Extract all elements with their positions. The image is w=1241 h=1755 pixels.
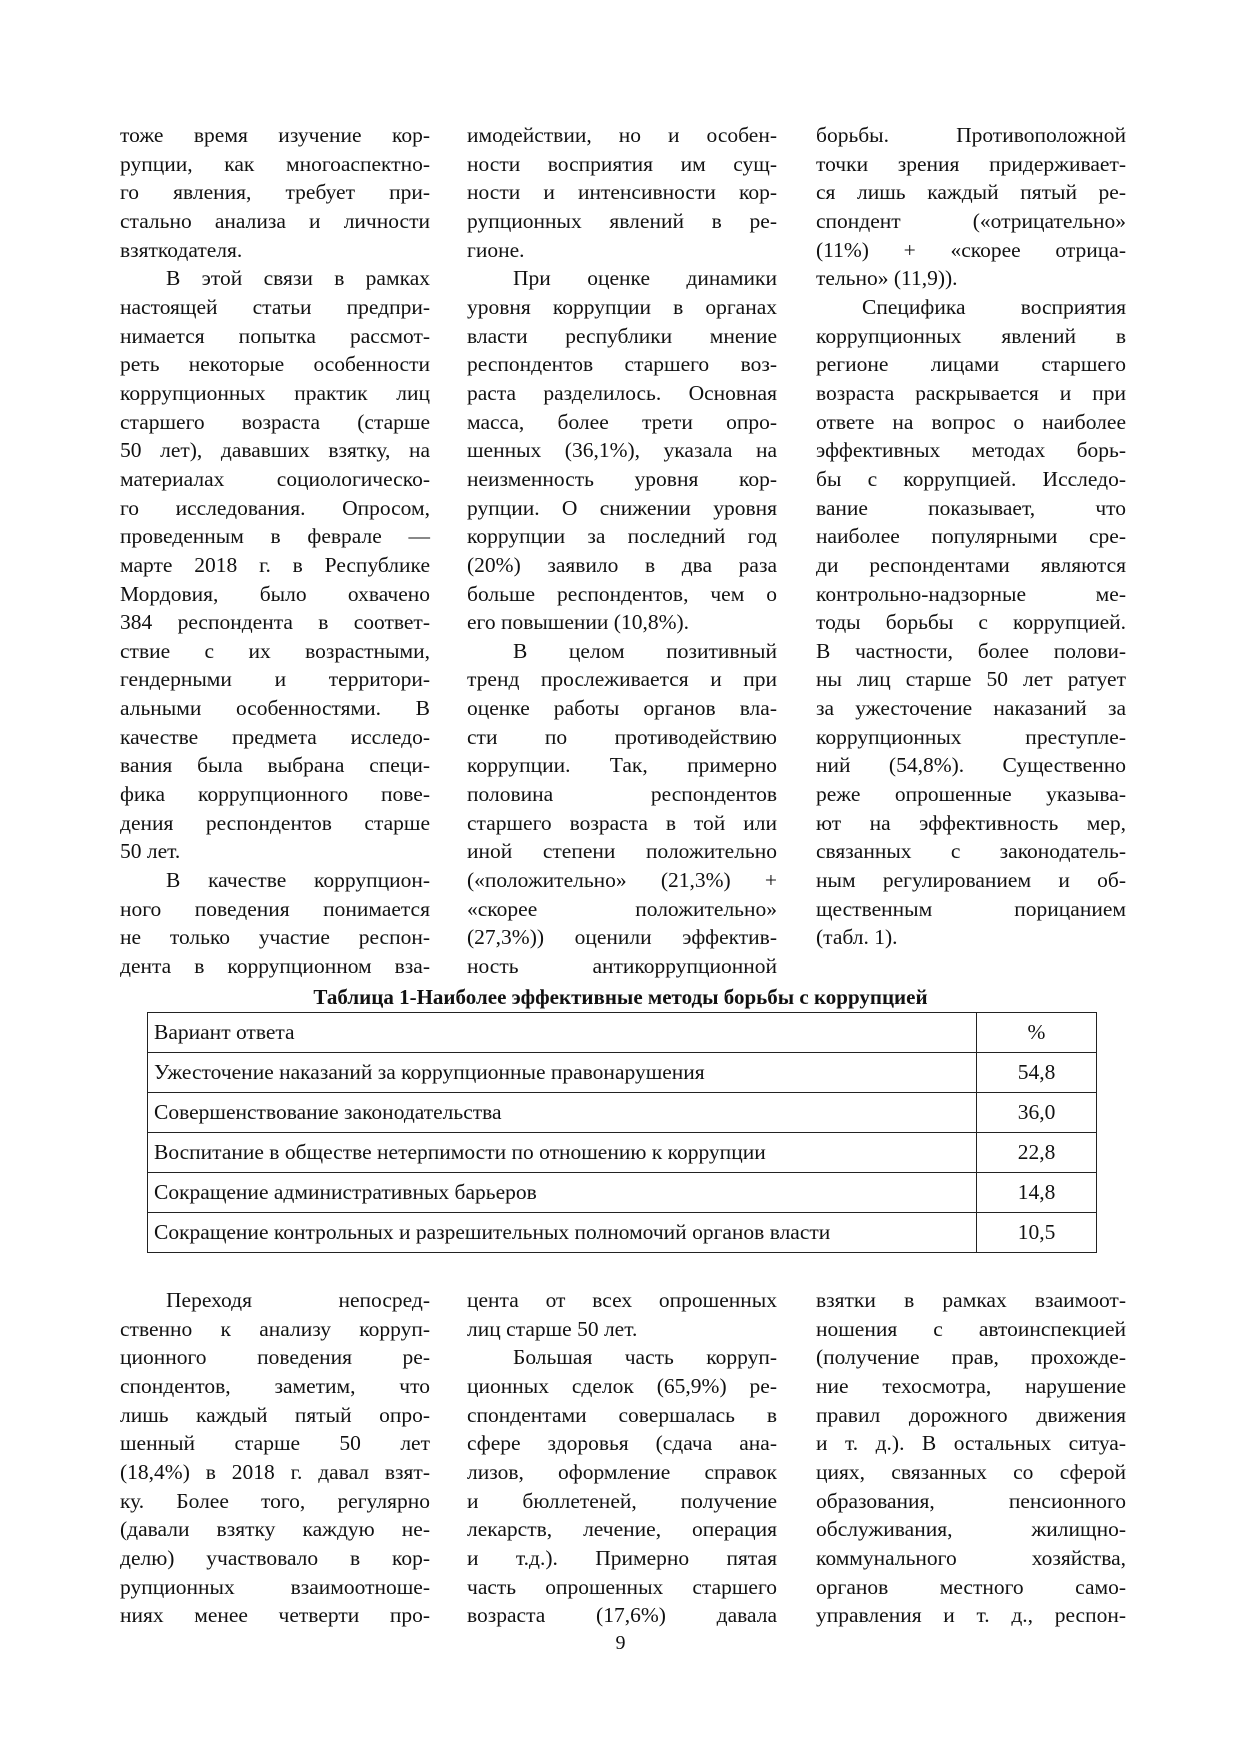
text-line: марте 2018 г. в Республике xyxy=(120,552,430,577)
text-line: ности восприятия им сущ- xyxy=(467,151,777,176)
text-line: спондентов, заметим, что xyxy=(120,1373,430,1398)
text-line: (20%) заявило в два раза xyxy=(467,552,777,577)
text-line: ность антикоррупционной xyxy=(467,954,777,979)
text-line: коррупции. Так, примерно xyxy=(467,753,777,778)
text-line: го исследования. Опросом, xyxy=(120,495,430,520)
text-line: за ужесточение наказаний за xyxy=(816,696,1126,721)
text-line: возраста раскрывается и при xyxy=(816,380,1126,405)
text-line: половина респондентов xyxy=(467,782,777,807)
text-line: («положительно» (21,3%) + xyxy=(467,868,777,893)
text-line: образования, пенсионного xyxy=(816,1488,1126,1513)
text-line: проведенным в феврале — xyxy=(120,524,430,549)
text-line: делю) участвовало в кор- xyxy=(120,1545,430,1570)
text-line: цента от всех опрошенных xyxy=(467,1288,777,1312)
text-line: Специфика восприятия xyxy=(862,294,1126,319)
text-line: В этой связи в рамках xyxy=(166,266,430,291)
text-line: неизменность уровня кор- xyxy=(467,466,777,491)
text-line: рупции, как многоаспектно- xyxy=(120,151,430,176)
answer-cell: Совершенствование законодательства xyxy=(148,1093,977,1133)
text-line: рупционных взаимоотноше- xyxy=(120,1574,430,1599)
text-line: ношения с автоинспекцией xyxy=(816,1316,1126,1341)
answer-cell: Ужесточение наказаний за коррупционные правонарушения xyxy=(148,1053,977,1093)
text-line: уровня коррупции в органах xyxy=(467,294,777,319)
text-line: сти по противодействию xyxy=(467,724,777,749)
text-line: (11%) + «скорее отрица- xyxy=(816,237,1126,262)
text-line: органов местного само- xyxy=(816,1574,1126,1599)
text-line: 50 лет. xyxy=(120,839,181,864)
text-line: ся лишь каждый пятый ре- xyxy=(816,180,1126,205)
text-line: борьбы. Противоположной xyxy=(816,123,1126,147)
table-row xyxy=(148,1173,1097,1213)
text-line: часть опрошенных старшего xyxy=(467,1574,777,1599)
text-line: (18,4%) в 2018 г. давал взят- xyxy=(120,1459,430,1484)
text-line: При оценке динамики xyxy=(513,266,777,291)
table-row xyxy=(148,1213,1097,1253)
text-line: коррупции за последний год xyxy=(467,524,777,549)
text-line: иной степени положительно xyxy=(467,839,777,864)
paragraph xyxy=(467,121,777,264)
text-line: В частности, более полови- xyxy=(816,638,1126,663)
text-line: бы с коррупцией. Исследо- xyxy=(816,466,1126,491)
text-line: настоящей статьи предпри- xyxy=(120,294,430,319)
text-line: (табл. 1). xyxy=(816,925,898,950)
text-line: ний (54,8%). Существенно xyxy=(816,753,1126,778)
text-line: и т.д.). Примерно пятая xyxy=(467,1545,777,1570)
paragraph xyxy=(467,637,777,981)
text-line: шенный старше 50 лет xyxy=(120,1431,430,1456)
text-line: стально анализа и личности xyxy=(120,208,430,233)
bottom-column-1 xyxy=(120,1286,430,1630)
text-line: альными особенностями. В xyxy=(120,696,430,721)
text-line: ют на эффективность мер, xyxy=(816,810,1126,835)
text-line: ционного поведения ре- xyxy=(120,1345,430,1370)
text-line: ди респондентами являются xyxy=(816,552,1126,577)
header-cell: % xyxy=(977,1013,1097,1053)
table-header-row xyxy=(148,1013,1097,1053)
text-line: ционных сделок (65,9%) ре- xyxy=(467,1373,777,1398)
table-row xyxy=(148,1093,1097,1133)
table-row xyxy=(148,1053,1097,1093)
page-number: 9 xyxy=(615,1632,626,1654)
paragraph xyxy=(120,264,430,866)
text-line: точки зрения придерживает- xyxy=(816,151,1126,176)
text-line: В целом позитивный xyxy=(513,638,777,663)
text-line: не только участие респон- xyxy=(120,925,430,950)
text-line: взяткодателя. xyxy=(120,237,243,262)
paragraph xyxy=(467,1343,777,1630)
header-cell: Вариант ответа xyxy=(148,1013,977,1053)
text-line: старшего возраста (старше xyxy=(120,409,430,434)
text-line: коррупционных явлений в xyxy=(816,323,1126,348)
text-line: го явления, требует при- xyxy=(120,180,430,205)
top-column-1 xyxy=(120,121,430,981)
text-line: гионе. xyxy=(467,237,525,262)
text-line: ние техосмотра, нарушение xyxy=(816,1373,1126,1398)
paragraph xyxy=(816,1286,1126,1630)
text-line: Переходя непосред- xyxy=(166,1288,430,1312)
text-line: (получение прав, прохожде- xyxy=(816,1345,1126,1370)
text-line: (27,3%)) оценили эффектив- xyxy=(467,925,777,950)
percent-cell: 10,5 xyxy=(977,1213,1097,1253)
top-column-3 xyxy=(816,121,1126,952)
text-line: дента в коррупционном вза- xyxy=(120,954,430,979)
text-line: и т. д.). В остальных ситуа- xyxy=(816,1431,1126,1456)
table-row xyxy=(148,1133,1097,1173)
paragraph xyxy=(120,1286,430,1630)
table-caption: Таблица 1-Наиболее эффективные методы борьбы с коррупцией xyxy=(313,985,928,1009)
text-line: и бюллетеней, получение xyxy=(467,1488,777,1513)
text-line: ным регулированием и об- xyxy=(816,868,1126,893)
text-line: ответе на вопрос о наиболее xyxy=(816,409,1126,434)
paragraph xyxy=(120,866,430,981)
answer-cell: Сокращение контрольных и разрешительных полномочий органов власти xyxy=(148,1213,977,1253)
text-line: (давали взятку каждую не- xyxy=(120,1517,430,1542)
text-line: ны лиц старше 50 лет ратует xyxy=(816,667,1126,692)
text-line: тоды борьбы с коррупцией. xyxy=(816,610,1126,635)
text-line: обслуживания, жилищно- xyxy=(816,1517,1126,1542)
text-line: циях, связанных со сферой xyxy=(816,1459,1126,1484)
text-line: оценке работы органов вла- xyxy=(467,696,777,721)
text-line: спондент («отрицательно» xyxy=(816,208,1126,233)
methods-table xyxy=(147,1012,1097,1253)
text-line: власти республики мнение xyxy=(467,323,777,348)
text-line: тоже время изучение кор- xyxy=(120,123,430,147)
text-line: ствие с их возрастными, xyxy=(120,638,430,663)
answer-cell: Воспитание в обществе нетерпимости по отношению к коррупции xyxy=(148,1133,977,1173)
text-line: коррупционных преступле- xyxy=(816,724,1126,749)
text-line: масса, более трети опро- xyxy=(467,409,777,434)
text-line: наиболее популярными сре- xyxy=(816,524,1126,549)
text-line: ственно к анализу корруп- xyxy=(120,1316,430,1341)
text-line: взятки в рамках взаимоот- xyxy=(816,1288,1126,1312)
text-line: качестве предмета исследо- xyxy=(120,724,430,749)
paragraph xyxy=(816,293,1126,952)
percent-cell: 54,8 xyxy=(977,1053,1097,1093)
percent-cell: 22,8 xyxy=(977,1133,1097,1173)
text-line: рупции. О снижении уровня xyxy=(467,495,777,520)
text-line: тренд прослеживается и при xyxy=(467,667,777,692)
paragraph xyxy=(467,1286,777,1343)
text-line: вание показывает, что xyxy=(816,495,1126,520)
text-line: 384 респондента в соответ- xyxy=(120,610,430,635)
text-line: фика коррупционного пове- xyxy=(120,782,430,807)
text-line: старшего возраста в той или xyxy=(467,810,777,835)
text-line: раста разделилось. Основная xyxy=(467,380,777,405)
paragraph xyxy=(816,121,1126,293)
text-line: коррупционных практик лиц xyxy=(120,380,430,405)
text-line: тельно» (11,9)). xyxy=(816,266,958,291)
text-line: респондентов старшего воз- xyxy=(467,352,777,377)
text-line: лизов, оформление справок xyxy=(467,1459,777,1484)
text-line: ниях менее четверти про- xyxy=(120,1603,430,1628)
bottom-column-2 xyxy=(467,1286,777,1630)
text-line: контрольно-надзорные ме- xyxy=(816,581,1126,606)
text-line: эффективных методах борь- xyxy=(816,438,1126,463)
text-line: гендерными и территори- xyxy=(120,667,430,692)
text-line: реть некоторые особенности xyxy=(120,352,430,377)
text-line: коммунального хозяйства, xyxy=(816,1545,1126,1570)
paragraph xyxy=(120,121,430,264)
text-line: нимается попытка рассмот- xyxy=(120,323,430,348)
text-line: вания была выбрана специ- xyxy=(120,753,430,778)
text-line: связанных с законодатель- xyxy=(816,839,1126,864)
bottom-column-3 xyxy=(816,1286,1126,1630)
text-line: реже опрошенные указыва- xyxy=(816,782,1126,807)
text-line: дения респондентов старше xyxy=(120,810,430,835)
top-column-2 xyxy=(467,121,777,981)
text-line: лиц старше 50 лет. xyxy=(467,1316,638,1341)
text-line: ку. Более того, регулярно xyxy=(120,1488,430,1513)
text-line: лекарств, лечение, операция xyxy=(467,1517,777,1542)
text-line: В качестве коррупцион- xyxy=(166,868,430,893)
text-line: «скорее положительно» xyxy=(467,896,777,921)
text-line: Мордовия, было охвачено xyxy=(120,581,430,606)
text-line: имодействии, но и особен- xyxy=(467,123,777,147)
text-line: управления и т. д., респон- xyxy=(816,1603,1126,1628)
text-line: материалах социологическо- xyxy=(120,466,430,491)
text-line: шенных (36,1%), указала на xyxy=(467,438,777,463)
paragraph xyxy=(467,264,777,637)
percent-cell: 14,8 xyxy=(977,1173,1097,1213)
text-line: правил дорожного движения xyxy=(816,1402,1126,1427)
text-line: ности и интенсивности кор- xyxy=(467,180,777,205)
text-line: щественным порицанием xyxy=(816,896,1126,921)
text-line: рупционных явлений в ре- xyxy=(467,208,777,233)
text-line: сфере здоровья (сдача ана- xyxy=(467,1431,777,1456)
text-line: Большая часть корруп- xyxy=(513,1345,777,1370)
answer-cell: Сокращение административных барьеров xyxy=(148,1173,977,1213)
text-line: его повышении (10,8%). xyxy=(467,610,690,635)
text-line: больше респондентов, чем о xyxy=(467,581,777,606)
text-line: спондентами совершалась в xyxy=(467,1402,777,1427)
text-line: регионе лицами старшего xyxy=(816,352,1126,377)
text-line: возраста (17,6%) давала xyxy=(467,1603,777,1628)
text-line: 50 лет), дававших взятку, на xyxy=(120,438,430,463)
percent-cell: 36,0 xyxy=(977,1093,1097,1133)
text-line: ного поведения понимается xyxy=(120,896,430,921)
text-line: лишь каждый пятый опро- xyxy=(120,1402,430,1427)
